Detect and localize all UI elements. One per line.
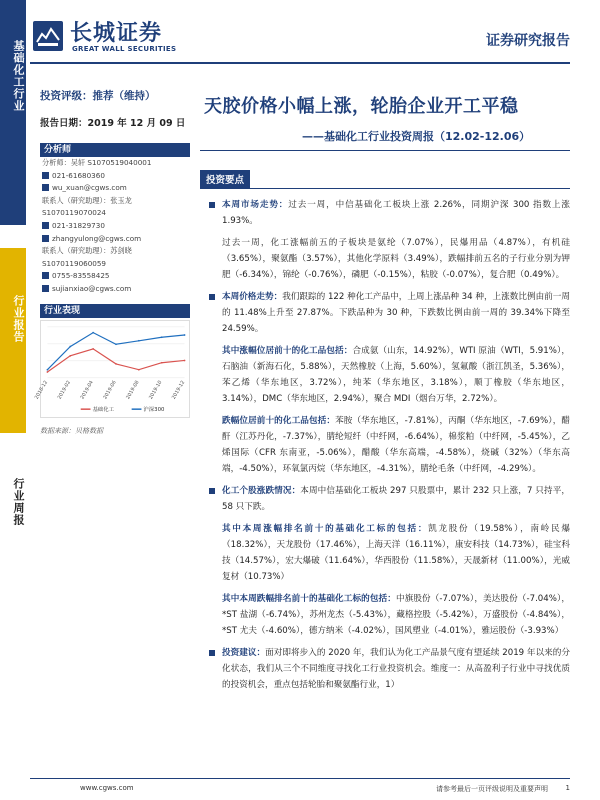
analyst-line: S1070119070024: [42, 208, 107, 218]
investment-advice-paragraph: 投资建议：面对即将步入的 2020 年，我们认为化工产品景气度有望延续 2019 年以来的分化状态，我们从三个不同维度寻找化工行业投资机会。维度一：从高盈利子行业中寻找优质的投资机会，重点包括轮胎和聚氨酯行业，1）: [200, 645, 570, 693]
chart-point: [138, 368, 140, 370]
logo-text: 长城证券: [70, 20, 163, 46]
side-strip-top: [0, 0, 26, 225]
analyst-line: 021-61680360: [42, 170, 190, 183]
sidebar-industry-label: 基础化工行业: [12, 40, 25, 112]
chart-x-tick-label: 2019-02: [56, 379, 72, 400]
page-subtitle: ——基础化工行业投资周报（12.02-12.06）: [302, 130, 531, 143]
footer-disclaimer: 请参考最后一页评级说明及重要声明: [436, 785, 548, 793]
analyst-line[interactable]: wu_xuan@cgws.com: [42, 182, 190, 195]
logo-english-text: GREAT WALL SECURITIES: [72, 45, 177, 53]
chart-point: [161, 336, 163, 338]
title-divider: [200, 150, 570, 151]
chart-point: [69, 354, 71, 356]
email-icon: [42, 285, 49, 292]
email-icon: [42, 235, 49, 242]
analyst-list: [40, 157, 190, 296]
side-strip: [0, 0, 26, 800]
chart-point: [69, 345, 71, 347]
report-type: 证券研究报告: [486, 33, 570, 49]
performance-section: [33, 304, 190, 436]
stock-performance-paragraph: 化工个股涨跌情况：本周中信基础化工板块 297 只股票中，累计 232 只上涨，7 只持平，58 只下跌。: [200, 483, 570, 515]
price-trend-paragraph: 本周价格走势：我们跟踪的 122 种化工产品中，上周上涨品种 34 种，上涨数比例由前一周的 11.48%上升至 27.87%。下跌品种为 30 种，下跌数比例由前一周的 39.34%下降至 24.59%。: [200, 289, 570, 337]
chart-point: [47, 368, 49, 370]
key-points-label: 投资要点: [200, 170, 250, 188]
analyst-section-title: 分析师: [40, 143, 190, 157]
chart-point: [138, 339, 140, 341]
chart-x-tick-label: 2019-06: [102, 379, 118, 400]
performance-chart: [33, 320, 190, 418]
stock-losers-paragraph: 其中本周跌幅排名前十的基础化工标的包括：中旗股份（-7.07%），美达股份（-7.04%），*ST 盐湖（-6.74%），苏州龙杰（-5.43%），藏格控股（-5.42%），万盛股份（-4.84%），*ST 尤夫（-4.60%），德方纳米（-4.02%），国风塑业（-4.01%），雅运股份（-3.93%）: [222, 594, 570, 636]
report-date: 报告日期：2019 年 12 月 09 日: [40, 118, 186, 129]
analyst-line: 0755-83558425: [42, 270, 190, 283]
page-number: 1: [565, 784, 570, 792]
great-wall-logo-icon: [32, 20, 64, 52]
analyst-line: 联系人（研究助理）：张玉龙: [42, 195, 132, 205]
chart-point: [115, 343, 117, 345]
footer-url[interactable]: www.cgws.com: [80, 784, 134, 792]
chart-point: [115, 363, 117, 365]
analyst-line: 分析师：吴轩 S1070519040001: [42, 158, 152, 167]
phone-icon: [42, 172, 49, 179]
header-divider: [30, 62, 570, 64]
sidebar-report-label: 行业报告: [12, 295, 25, 343]
chart-x-tick-label: 2019-10: [148, 379, 164, 400]
analyst-line[interactable]: sujianxiao@cgws.com: [42, 283, 190, 296]
chart-series-line: [47, 348, 184, 371]
chart-point: [161, 361, 163, 363]
investment-rating: 投资评级：推荐（维持）: [40, 90, 156, 102]
key-points-divider: [200, 188, 570, 189]
chart-point: [92, 348, 94, 350]
page-footer: [30, 778, 570, 796]
chart-x-tick-label: 2019-08: [125, 379, 141, 400]
analyst-line[interactable]: zhangyulong@cgws.com: [42, 233, 190, 246]
email-icon: [42, 184, 49, 191]
stock-gainers-paragraph: 其中本周涨幅排名前十的基础化工标的包括：凯龙股份（19.58%），南岭民爆（18.32%），天龙股份（17.46%），上海天洋（16.11%），康安科技（14.73%），硅宝科技（14.57%），宏大爆破（11.64%），华西股份（11.58%），天晟新材（11.00%），光威复材（10.73%）: [222, 524, 570, 582]
chart-point: [92, 331, 94, 333]
chart-x-tick-label: 2018-12: [33, 379, 50, 400]
market-trend-paragraph: 本周市场走势：过去一周，中信基础化工板块上涨 2.26%，同期沪深 300 指数上涨 1.93%。: [200, 197, 570, 229]
analyst-line: 联系人（研究助理）：苏剑晓: [42, 246, 132, 256]
subsector-paragraph: 过去一周，化工涨幅前五的子板块是氨纶（7.07%），民爆用品（4.87%），有机硅（3.65%），聚氨酯（3.57%），其他化学原料（3.49%），跌幅排前五名的子行业分别为钾肥（-6.34%），锦纶（-0.76%），磷肥（-0.15%），粘胶（-0.07%），复合肥（0.49%）。: [222, 238, 570, 280]
key-points-section: [200, 168, 570, 699]
analyst-line: S1070119060059: [42, 258, 107, 268]
phone-icon: [42, 222, 49, 229]
page-title: 天胶价格小幅上涨，轮胎企业开工平稳: [204, 96, 519, 117]
chart-point: [184, 359, 186, 361]
chart-legend-label: 沪深300: [143, 406, 165, 413]
chart-legend-label: 基础化工: [92, 406, 114, 413]
info-column: [33, 88, 190, 436]
chart-x-tick-label: 2019-12: [170, 379, 187, 400]
top-gainers-paragraph: 其中涨幅位居前十的化工品包括：合成氨（山东，14.92%），WTI 原油（WTI，5.91%），石脑油（新海石化，5.88%），天然橡胶（上海，5.60%），氢氟酸（浙江凯圣，5.36%），苯乙烯（华东地区，3.72%），纯苯（华东地区，3.18%），顺丁橡胶（华东地区，3.14%），DMC（华东地区，2.94%），聚合 MDI（烟台万华，2.72%）。: [222, 346, 570, 404]
top-losers-paragraph: 跌幅位居前十的化工品包括：苯胺（华东地区，-7.81%），丙酮（华东地区，-7.69%），醋酐（江苏丹化，-7.37%），腈纶短纤（中纤网，-6.64%），棉浆粕（中纤网，-5.45%），乙烯国际（CFR 东南亚，-5.06%），醋酸（华东高端，-4.58%），烧碱（32%）（华东高端，-4.50%），环氧氯丙烷（华东地区，-4.31%），腈纶毛条（中纤网，-4.29%）。: [222, 416, 570, 474]
chart-point: [184, 334, 186, 336]
chart-x-tick-label: 2019-04: [79, 379, 95, 400]
data-source: 数据来源：贝格数据: [40, 426, 103, 435]
sidebar-weekly-label: 行业周报: [12, 478, 25, 526]
performance-title: 行业表现: [40, 304, 190, 318]
analyst-line: 021-31829730: [42, 220, 190, 233]
chart-point: [47, 371, 49, 373]
phone-icon: [42, 272, 49, 279]
